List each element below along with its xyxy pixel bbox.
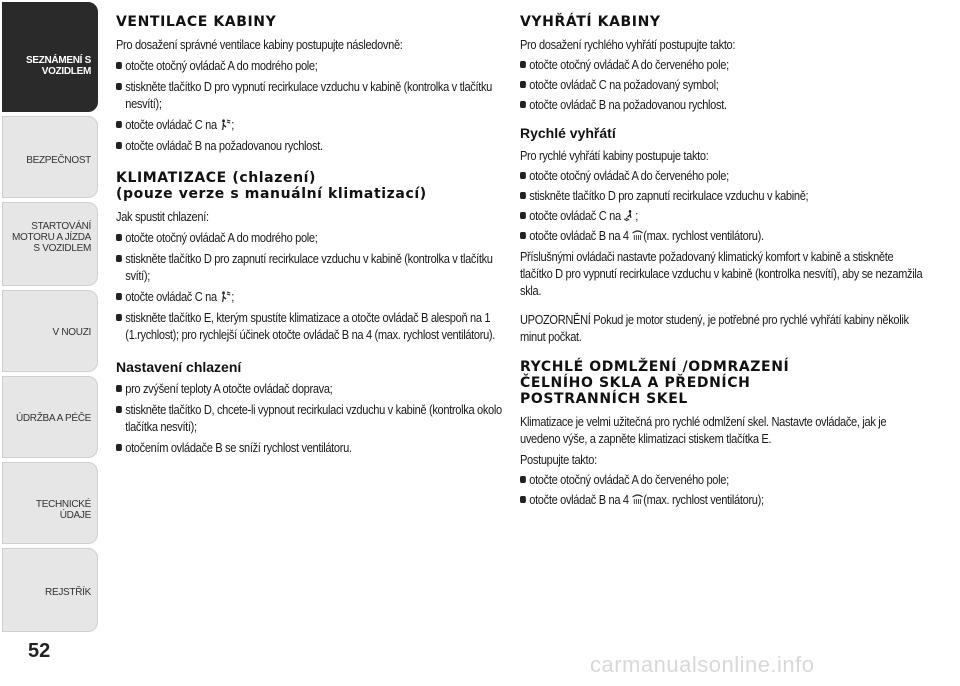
tab-label: SEZNÁMENÍ S VOZIDLEM [25, 55, 91, 77]
airflow-face-icon [220, 290, 232, 303]
tab-seznameni[interactable] [2, 2, 98, 112]
fan-max-icon [631, 493, 643, 506]
intro-rychle: Pro rychlé vyhřátí kabiny postupuje takto: [520, 148, 709, 163]
tab-technicke-udaje[interactable] [2, 462, 98, 544]
tab-label: STARTOVÁNÍ MOTORU A JÍZDA S VOZIDLEM [12, 221, 91, 254]
left-column [116, 14, 506, 456]
airflow-face-icon [220, 118, 232, 131]
list-item: otočte ovládač C na ; [520, 207, 932, 224]
list-item: otočte ovládač B na 4 (max. rychlost ventilátoru). [520, 227, 932, 244]
heading-klimatizace: KLIMATIZACE (chlazení) [116, 170, 317, 186]
paragraph-odmlzeni: Klimatizace je velmi užitečná pro rychlé odmlžení skel. Nastavte ovládače, jak je uvedeno výše, a zapněte klimatizaci stiskem tlačítka E. [520, 414, 887, 446]
heading-rychle-vyhrati: Rychlé vyhřátí [520, 125, 616, 141]
tab-rejstrik[interactable] [2, 548, 98, 632]
list-item: stiskněte tlačítko D, chcete-li vypnout recirkulaci vzduchu v kabině (kontrolka okolo tlačítka nesvítí); [116, 401, 518, 435]
intro-klimatizace: Jak spustit chlazení: [116, 209, 209, 224]
list-item: stiskněte tlačítko E, kterým spustíte klimatizace a otočte ovládač B alespoň na 1 (1.rychlost); pro rychlejší účinek otočte ovládač B na 4 (max. rychlost ventilátoru). [116, 309, 518, 343]
list-item: otočením ovládače B se sníží rychlost ventilátoru. [116, 439, 518, 456]
paragraph-postupujte: Postupujte takto: [520, 452, 597, 467]
list-item: otočte otočný ovládač A do modrého pole; [116, 57, 518, 74]
tab-bezpecnost[interactable] [2, 116, 98, 198]
tab-label: ÚDRŽBA A PÉČE [15, 413, 91, 424]
intro-vyhrati: Pro dosažení rychlého vyhřátí postupujte takto: [520, 37, 736, 52]
tab-label: V NOUZI [52, 327, 91, 338]
list-item: otočte otočný ovládač A do červeného pole; [520, 56, 932, 73]
tab-label: TECHNICKÉ ÚDAJE [35, 499, 91, 521]
list-item: otočte ovládač B na 4 (max. rychlost ventilátoru); [520, 491, 932, 508]
list-item: otočte otočný ovládač A do červeného pole; [520, 167, 932, 184]
chapter-sidebar [0, 0, 100, 686]
list-item: otočte ovládač B na požadovanou rychlost. [116, 137, 518, 154]
list-item: otočte otočný ovládač A do modrého pole; [116, 229, 518, 246]
tab-startovani[interactable] [2, 202, 98, 286]
paragraph-prislusnymi: Příslušnými ovládači nastavte požadovaný klimatický komfort v kabině a stiskněte tlačítko D pro vypnutí recirkulace vzduchu v kabině (kontrolka nesvítí), aby se nezamžila skla. [520, 249, 923, 298]
list-item: otočte ovládač C na požadovaný symbol; [520, 76, 932, 93]
heading-nastaveni: Nastavení chlazení [116, 359, 242, 375]
paragraph-upozorneni: UPOZORNĚNÍ Pokud je motor studený, je potřebné pro rychlé vyhřátí kabiny několik minut počkat. [520, 312, 909, 344]
list-item: stiskněte tlačítko D pro zapnutí recirkulace vzduchu v kabině; [520, 187, 932, 204]
fan-max-icon [631, 229, 643, 242]
tab-v-nouzi[interactable] [2, 290, 98, 372]
list-item: otočte ovládač C na ; [116, 116, 518, 133]
page-number: 52 [28, 640, 51, 662]
list-item: otočte ovládač C na ; [116, 288, 518, 305]
heading-ventilace: VENTILACE KABINY [116, 14, 277, 30]
right-column [520, 14, 923, 508]
watermark: carmanualsonline.info [590, 652, 815, 677]
tab-label: REJSTŘÍK [45, 587, 91, 598]
intro-ventilace: Pro dosažení správné ventilace kabiny postupujte následovně: [116, 37, 403, 52]
list-item: stiskněte tlačítko D pro zapnutí recirkulace vzduchu v kabině (kontrolka v tlačítku svítí); [116, 250, 518, 284]
heading-odmlzeni: RYCHLÉ ODMLŽENÍ /ODMRAZENÍ ČELNÍHO SKLA A PŘEDNÍCH POSTRANNÍCH SKEL [520, 359, 790, 407]
list-item: stiskněte tlačítko D pro vypnutí recirkulace vzduchu v kabině (kontrolka v tlačítku nesvítí); [116, 78, 518, 112]
heading-vyhrati: VYHŘÁTÍ KABINY [520, 14, 661, 30]
list-item: otočte ovládač B na požadovanou rychlost. [520, 96, 932, 113]
heading-klimatizace-sub: (pouze verze s manuální klimatizací) [116, 186, 427, 202]
tab-label: BEZPEČNOST [26, 155, 91, 166]
airflow-feet-icon [624, 209, 636, 222]
list-item: pro zvýšení teploty A otočte ovládač doprava; [116, 380, 518, 397]
list-item: otočte otočný ovládač A do červeného pole; [520, 471, 932, 488]
tab-udrzba[interactable] [2, 376, 98, 458]
